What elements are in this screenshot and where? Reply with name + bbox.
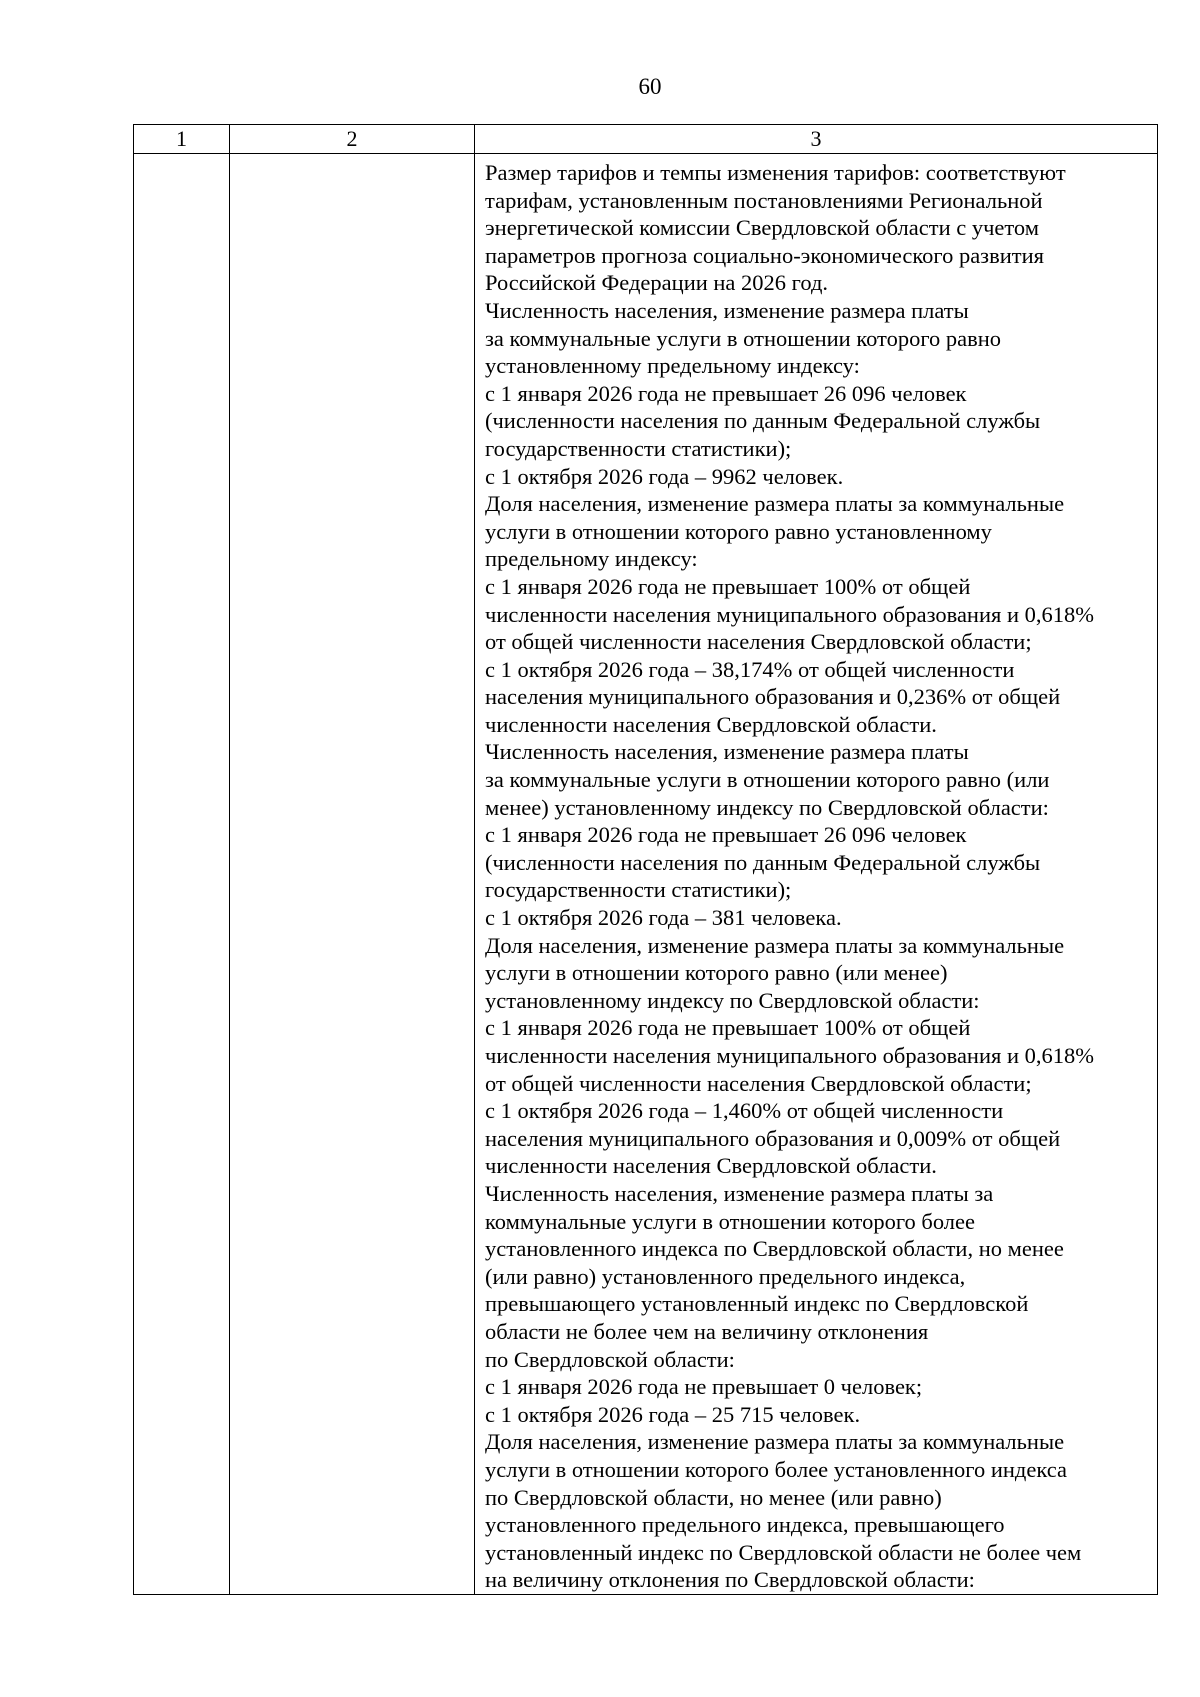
text-line: численности населения муниципального образования и 0,618% — [485, 1043, 1095, 1068]
text-line: Российской Федерации на 2026 год. — [485, 270, 829, 296]
document-table — [133, 124, 1158, 1595]
text-line: установленного индекса по Свердловской области, но менее — [485, 1236, 1064, 1262]
text-line: государственности статистики); — [485, 435, 792, 461]
text-line: на величину отклонения по Свердловской области: — [485, 1567, 975, 1593]
text-line: с 1 октября 2026 года – 38,174% от общей численности — [485, 656, 1015, 682]
content-text — [485, 159, 1157, 1594]
text-line: энергетической комиссии Свердловской области с учетом — [485, 215, 1039, 241]
text-line: по Свердловской области: — [485, 1346, 735, 1372]
text-line: Доля населения, изменение размера платы за коммунальные — [485, 491, 1065, 517]
text-line: Численность населения, изменение размера платы за — [485, 1180, 994, 1206]
text-line: численности населения Свердловской области. — [485, 1153, 937, 1179]
text-line: Численность населения, изменение размера платы — [485, 739, 969, 765]
table-cell-content — [475, 154, 1158, 1595]
text-line: от общей численности населения Свердловской области; — [485, 629, 1032, 655]
table-cell-col2 — [230, 154, 475, 1595]
text-line: с 1 октября 2026 года – 1,460% от общей численности — [485, 1098, 1004, 1124]
text-line: области не более чем на величину отклонения — [485, 1318, 929, 1344]
text-line: услуги в отношении которого более установленного индекса — [485, 1456, 1067, 1482]
text-line: за коммунальные услуги в отношении которого равно — [485, 325, 1002, 351]
text-line: предельному индексу: — [485, 546, 698, 572]
text-line: по Свердловской области, но менее (или равно) — [485, 1484, 942, 1510]
text-line: с 1 января 2026 года не превышает 26 096 человек — [485, 822, 967, 848]
text-line: с 1 октября 2026 года – 9962 человек. — [485, 463, 844, 489]
page-number: 60 — [638, 74, 662, 99]
text-line: превышающего установленный индекс по Свердловской — [485, 1291, 1029, 1317]
column-header-1: 1 — [134, 125, 230, 154]
text-line: численности населения муниципального образования и 0,618% — [485, 601, 1095, 627]
text-line: Доля населения, изменение размера платы за коммунальные — [485, 1429, 1065, 1455]
text-line: с 1 января 2026 года не превышает 26 096 человек — [485, 380, 967, 406]
table-row — [134, 154, 1158, 1595]
text-line: с 1 октября 2026 года – 381 человека. — [485, 905, 842, 931]
text-line: установленный индекс по Свердловской области не более чем — [485, 1539, 1082, 1565]
table-cell-col1 — [134, 154, 230, 1595]
text-line: установленному предельному индексу: — [485, 353, 860, 379]
text-line: (или равно) установленного предельного индекса, — [485, 1263, 966, 1289]
table-header-row — [134, 125, 1158, 154]
text-line: с 1 октября 2026 года – 25 715 человек. — [485, 1401, 861, 1427]
column-header-2: 2 — [230, 125, 475, 154]
text-line: менее) установленному индексу по Свердловской области: — [485, 794, 1049, 820]
text-line: с 1 января 2026 года не превышает 0 человек; — [485, 1374, 923, 1400]
text-line: за коммунальные услуги в отношении которого равно (или — [485, 767, 1050, 793]
text-line: населения муниципального образования и 0,009% от общей — [485, 1125, 1061, 1151]
text-line: услуги в отношении которого равно (или менее) — [485, 960, 948, 986]
text-line: Доля населения, изменение размера платы за коммунальные — [485, 932, 1065, 958]
text-line: коммунальные услуги в отношении которого более — [485, 1208, 975, 1234]
text-line: Размер тарифов и темпы изменения тарифов: соответствуют — [485, 160, 1066, 185]
text-line: с 1 января 2026 года не превышает 100% от общей — [485, 1015, 971, 1041]
text-line: (численности населения по данным Федеральной службы — [485, 408, 1041, 434]
text-line: Численность населения, изменение размера платы — [485, 297, 969, 323]
text-line: численности населения Свердловской области. — [485, 711, 937, 737]
text-line: (численности населения по данным Федеральной службы — [485, 849, 1041, 875]
text-line: тарифам, установленным постановлениями Региональной — [485, 187, 1043, 213]
text-line: государственности статистики); — [485, 877, 792, 903]
text-line: населения муниципального образования и 0,236% от общей — [485, 684, 1061, 710]
text-line: от общей численности населения Свердловской области; — [485, 1070, 1032, 1096]
text-line: с 1 января 2026 года не превышает 100% от общей — [485, 573, 971, 599]
text-line: установленного предельного индекса, превышающего — [485, 1512, 1005, 1538]
column-header-3: 3 — [475, 125, 1158, 154]
text-line: параметров прогноза социально-экономического развития — [485, 242, 1044, 268]
text-line: услуги в отношении которого равно установленному — [485, 518, 992, 544]
text-line: установленному индексу по Свердловской области: — [485, 987, 980, 1013]
